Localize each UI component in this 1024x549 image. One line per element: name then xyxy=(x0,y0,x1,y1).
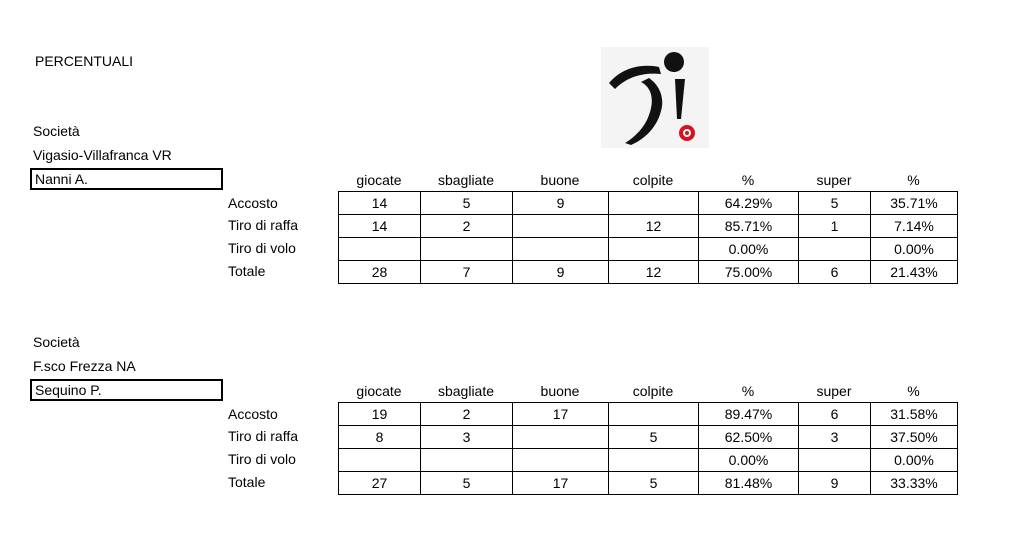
cell-super: 5 xyxy=(799,192,871,215)
cell-super: 6 xyxy=(799,261,871,284)
cell-super xyxy=(799,449,871,472)
cell-super: 3 xyxy=(799,426,871,449)
table-row xyxy=(339,238,958,261)
header-buone: buone xyxy=(540,172,580,188)
cell-colpite xyxy=(609,403,699,426)
cell-percent-2: 33.33% xyxy=(871,472,958,495)
table-row xyxy=(339,261,958,284)
table-row xyxy=(339,449,958,472)
cell-giocate: 14 xyxy=(339,192,421,215)
stats-table xyxy=(338,402,958,495)
header-buone: buone xyxy=(540,383,580,399)
cell-sbagliate: 5 xyxy=(421,472,513,495)
cell-sbagliate xyxy=(421,238,513,261)
societa-name: Vigasio-Villafranca VR xyxy=(33,147,172,163)
row-label-tiro-di-volo: Tiro di volo xyxy=(228,240,296,256)
cell-colpite xyxy=(609,192,699,215)
cell-percent-1: 64.29% xyxy=(699,192,799,215)
row-label-totale: Totale xyxy=(228,474,266,490)
header-giocate: giocate xyxy=(356,172,402,188)
cell-sbagliate xyxy=(421,449,513,472)
player-name: Sequino P. xyxy=(35,382,102,398)
cell-buone: 9 xyxy=(513,192,609,215)
cell-giocate: 8 xyxy=(339,426,421,449)
cell-percent-2: 21.43% xyxy=(871,261,958,284)
player-block-1 xyxy=(0,120,1024,320)
cell-colpite: 12 xyxy=(609,215,699,238)
cell-percent-1: 62.50% xyxy=(699,426,799,449)
row-label-accosto: Accosto xyxy=(228,195,278,211)
cell-percent-1: 75.00% xyxy=(699,261,799,284)
cell-giocate: 28 xyxy=(339,261,421,284)
cell-colpite: 12 xyxy=(609,261,699,284)
header-percent-2: % xyxy=(907,383,920,399)
row-label-tiro-di-volo: Tiro di volo xyxy=(228,451,296,467)
header-giocate: giocate xyxy=(356,383,402,399)
page-title: PERCENTUALI xyxy=(35,53,134,69)
cell-super: 6 xyxy=(799,403,871,426)
cell-percent-1: 85.71% xyxy=(699,215,799,238)
header-sbagliate: sbagliate xyxy=(437,383,495,399)
cell-colpite xyxy=(609,238,699,261)
cell-sbagliate: 3 xyxy=(421,426,513,449)
cell-buone: 17 xyxy=(513,472,609,495)
header-percent-2: % xyxy=(907,172,920,188)
cell-percent-2: 7.14% xyxy=(871,215,958,238)
row-label-accosto: Accosto xyxy=(228,406,278,422)
cell-percent-2: 37.50% xyxy=(871,426,958,449)
header-colpite: colpite xyxy=(632,172,674,188)
cell-super: 1 xyxy=(799,215,871,238)
societa-label: Società xyxy=(33,334,80,350)
row-label-tiro-di-raffa: Tiro di raffa xyxy=(228,428,299,444)
stats-table xyxy=(338,191,958,284)
cell-percent-1: 81.48% xyxy=(699,472,799,495)
cell-super: 9 xyxy=(799,472,871,495)
cell-buone xyxy=(513,215,609,238)
cell-sbagliate: 5 xyxy=(421,192,513,215)
header-percent-1: % xyxy=(741,172,755,188)
cell-sbagliate: 2 xyxy=(421,215,513,238)
cell-super xyxy=(799,238,871,261)
cell-percent-2: 0.00% xyxy=(871,449,958,472)
cell-percent-2: 0.00% xyxy=(871,238,958,261)
table-row xyxy=(339,403,958,426)
header-super: super xyxy=(816,172,852,188)
cell-buone: 9 xyxy=(513,261,609,284)
cell-sbagliate: 2 xyxy=(421,403,513,426)
cell-buone: 17 xyxy=(513,403,609,426)
header-colpite: colpite xyxy=(632,383,674,399)
table-row xyxy=(339,192,958,215)
cell-giocate: 27 xyxy=(339,472,421,495)
cell-buone xyxy=(513,426,609,449)
cell-buone xyxy=(513,238,609,261)
table-row xyxy=(339,426,958,449)
cell-colpite xyxy=(609,449,699,472)
player-name: Nanni A. xyxy=(35,171,88,187)
row-label-tiro-di-raffa: Tiro di raffa xyxy=(228,217,299,233)
cell-giocate: 14 xyxy=(339,215,421,238)
player-name-box xyxy=(30,379,223,401)
cell-percent-1: 89.47% xyxy=(699,403,799,426)
societa-name: F.sco Frezza NA xyxy=(33,358,136,374)
cell-giocate xyxy=(339,238,421,261)
cell-percent-1: 0.00% xyxy=(699,449,799,472)
cell-percent-2: 35.71% xyxy=(871,192,958,215)
cell-percent-1: 0.00% xyxy=(699,238,799,261)
player-block-2 xyxy=(0,331,1024,531)
cell-sbagliate: 7 xyxy=(421,261,513,284)
header-sbagliate: sbagliate xyxy=(437,172,495,188)
societa-label: Società xyxy=(33,123,80,139)
cell-giocate xyxy=(339,449,421,472)
cell-colpite: 5 xyxy=(609,426,699,449)
header-percent-1: % xyxy=(741,383,755,399)
player-name-box xyxy=(30,168,223,190)
cell-giocate: 19 xyxy=(339,403,421,426)
cell-colpite: 5 xyxy=(609,472,699,495)
header-super: super xyxy=(816,383,852,399)
table-row xyxy=(339,472,958,495)
cell-percent-2: 31.58% xyxy=(871,403,958,426)
table-row xyxy=(339,215,958,238)
cell-buone xyxy=(513,449,609,472)
row-label-totale: Totale xyxy=(228,263,266,279)
